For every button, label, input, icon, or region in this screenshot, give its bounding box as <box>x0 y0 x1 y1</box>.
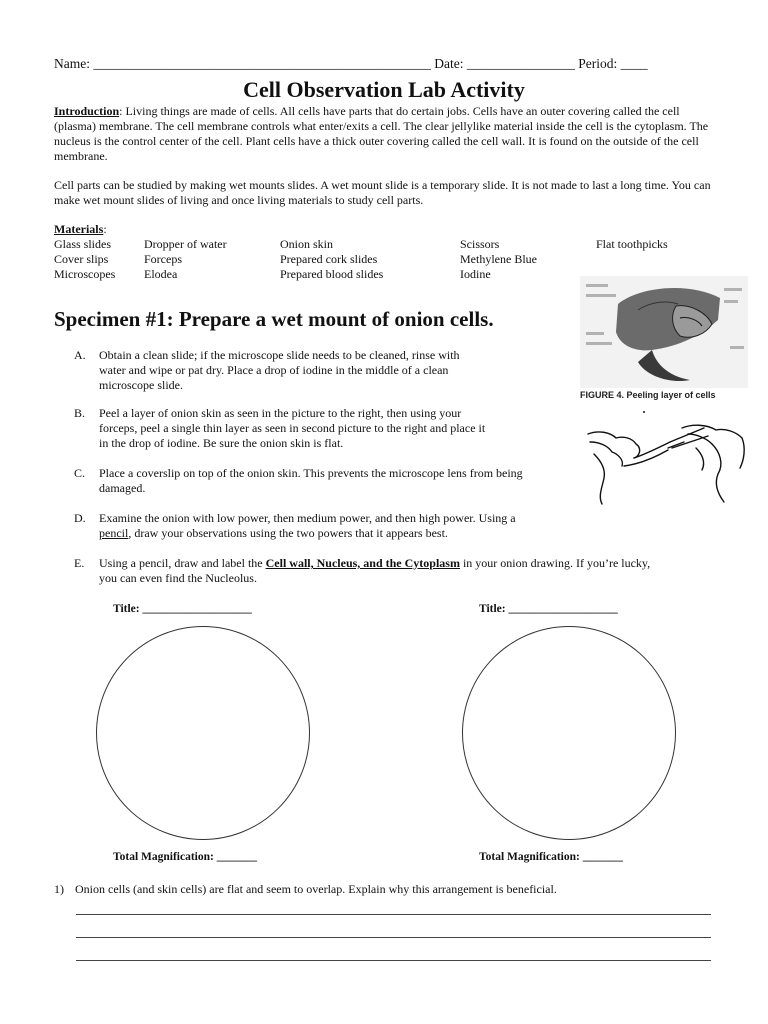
materials-column-3 <box>280 237 383 282</box>
date-blank[interactable]: ________________ <box>466 56 575 71</box>
magnification-field[interactable]: Total Magnification: _______ <box>113 851 257 863</box>
step-b-line: in the drop of iodine. Be sure the onion skin is flat. <box>99 436 344 450</box>
step-e-line: Using a pencil, draw and label the Cell wall, Nucleus, and the Cytoplasm in your onion drawing. If you’re lucky, <box>99 556 651 570</box>
wet-mount-paragraph: Cell parts can be studied by making wet mounts slides. A wet mount slide is a temporary slide. It is not made to last a long time. You can make wet mount slides of living and once living materials to study cell parts. <box>54 178 711 207</box>
step-b-line: Peel a layer of onion skin as seen in the picture to the right, then using your <box>99 406 462 420</box>
onion-peeling-figure <box>580 276 748 388</box>
step-d: D. Examine the onion with low power, then medium power, and then high power. Using a pencil, draw your observations using the two powers that it appears best. <box>74 511 564 541</box>
materials-heading: Materials: <box>54 222 107 236</box>
step-b-line: forceps, peel a single thin layer as seen in second picture to the right and place it <box>99 421 486 435</box>
name-blank[interactable]: __________________________________________________ <box>93 56 431 71</box>
answer-line[interactable] <box>76 937 711 938</box>
pencil-word: pencil <box>99 526 129 540</box>
answer-line[interactable] <box>76 914 711 915</box>
material-item: Iodine <box>460 267 491 281</box>
step-a: A. Obtain a clean slide; if the microscope slide needs to be cleaned, rinse with water and wipe or pat dry. Place a drop of iodine in the middle of a clean microscope slide. <box>74 348 514 393</box>
material-item: Prepared cork slides <box>280 252 378 266</box>
material-item: Onion skin <box>280 237 334 251</box>
step-a-line: Obtain a clean slide; if the microscope slide needs to be cleaned, rinse with <box>99 348 460 362</box>
material-item: Microscopes <box>54 267 116 281</box>
step-d-line: Examine the onion with low power, then medium power, and then high power. Using a <box>99 511 516 525</box>
introduction-text: : Living things are made of cells. All cells have parts that do certain jobs. Cells have an outer covering called the cell (plasma) membrane. The cell membrane controls what enter/exits a cell. The clear jellylike material inside the cell is the cytoplasm. The nucleus is the control center of the cell. Plant cells have a thick outer covering called the cell wall. It is found on the outside of the cell membrane. <box>54 104 709 163</box>
question-text: Onion cells (and skin cells) are flat and seem to overlap. Explain why this arrangement is beneficial. <box>75 882 557 896</box>
material-item: Cover slips <box>54 252 109 266</box>
material-item: Methylene Blue <box>460 252 537 266</box>
figure-caption: FIGURE 4. Peeling layer of cells <box>580 390 716 400</box>
specimen-title: Specimen #1: Prepare a wet mount of onion cells. <box>54 307 494 331</box>
introduction-paragraph <box>54 104 714 164</box>
drawing-circle[interactable] <box>96 626 310 840</box>
material-item: Forceps <box>144 252 182 266</box>
question-number: 1) <box>54 882 64 896</box>
period-blank[interactable]: ____ <box>620 56 648 71</box>
materials-column-2 <box>144 237 227 282</box>
material-item: Flat toothpicks <box>596 237 668 251</box>
period-label: Period: <box>574 56 621 71</box>
drawing-title-field[interactable]: Title: ___________________ <box>113 603 252 615</box>
step-a-line: microscope slide. <box>99 378 183 392</box>
page-title: Cell Observation Lab Activity <box>243 77 525 102</box>
step-e: E. Using a pencil, draw and label the Cell wall, Nucleus, and the Cytoplasm in your onion drawing. If you’re lucky, you can even find the Nucleolus. <box>74 556 724 586</box>
step-b: B. Peel a layer of onion skin as seen in the picture to the right, then using your forceps, peel a single thin layer as seen in second picture to the right and place it in the drop of iodine. Be sure the onion skin is flat. <box>74 406 534 451</box>
materials-label: Materials <box>54 222 104 236</box>
step-a-line: water and wipe or pat dry. Place a drop of iodine in the middle of a clean <box>99 363 449 377</box>
name-label: Name: <box>54 56 94 71</box>
materials-column-4 <box>460 237 537 282</box>
drawing-circle[interactable] <box>462 626 676 840</box>
step-d-line: pencil, draw your observations using the two powers that it appears best. <box>99 526 448 540</box>
step-c: C. Place a coverslip on top of the onion skin. This prevents the microscope lens from being damaged. <box>74 466 564 496</box>
material-item: Scissors <box>460 237 500 251</box>
step-c-line: Place a coverslip on top of the onion skin. This prevents the microscope lens from being <box>99 466 523 480</box>
introduction-label: Introduction <box>54 104 120 118</box>
magnification-field[interactable]: Total Magnification: _______ <box>479 851 623 863</box>
material-item: Dropper of water <box>144 237 227 251</box>
answer-line[interactable] <box>76 960 711 961</box>
material-item: Elodea <box>144 267 178 281</box>
question-1 <box>54 882 557 897</box>
materials-column-1 <box>54 237 115 282</box>
materials-column-5 <box>596 237 668 252</box>
material-item: Glass slides <box>54 237 111 251</box>
drawing-title-field[interactable]: Title: ___________________ <box>479 603 618 615</box>
step-c-line: damaged. <box>99 481 146 495</box>
date-label: Date: <box>430 56 467 71</box>
material-item: Prepared blood slides <box>280 267 384 281</box>
student-info-line <box>54 56 648 72</box>
step-e-line: you can even find the Nucleolus. <box>99 571 257 585</box>
forceps-hands-figure <box>584 408 748 506</box>
structures-to-label: Cell wall, Nucleus, and the Cytoplasm <box>265 556 460 570</box>
